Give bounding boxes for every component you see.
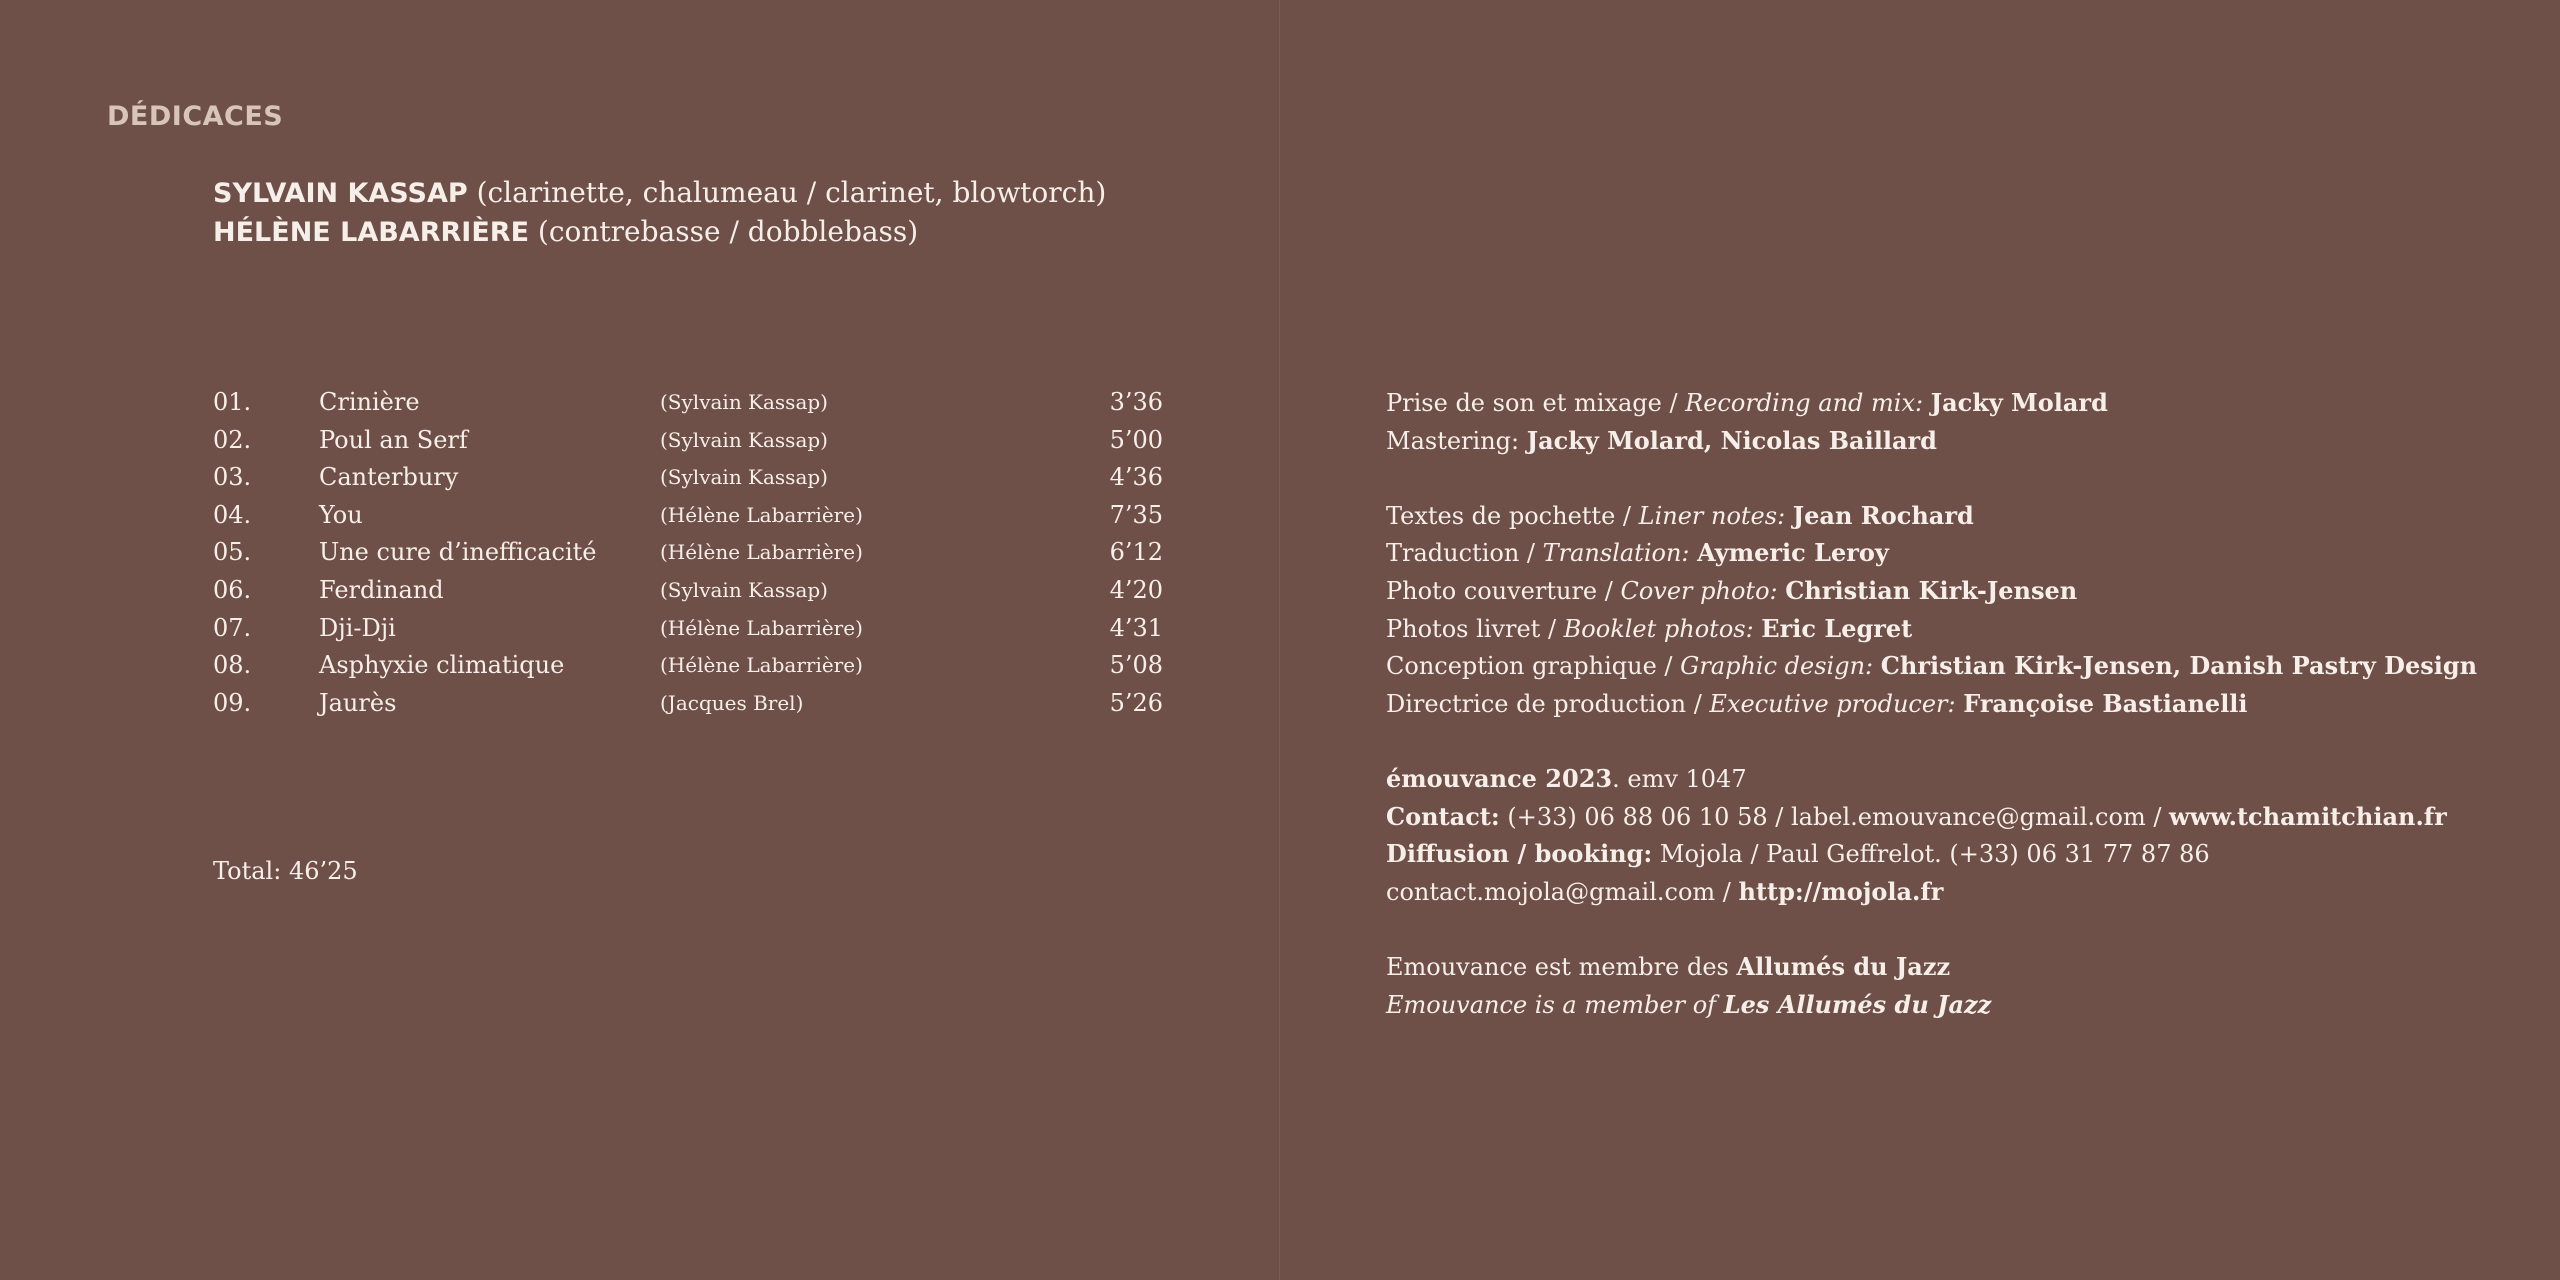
track-number: 04. [213, 500, 252, 529]
catalog-number: . emv 1047 [1612, 764, 1747, 793]
artist-name: SYLVAIN KASSAP [213, 178, 468, 209]
spacer [1386, 910, 2477, 948]
credit-label: Textes de pochette / [1386, 501, 1639, 530]
tracklist [213, 384, 1163, 722]
track-row [213, 422, 1163, 460]
diffusion-label: Diffusion / booking: [1386, 839, 1653, 869]
track-number: 03. [213, 463, 252, 492]
artist-line [213, 174, 1106, 213]
credit-label: Directrice de production / [1386, 689, 1710, 718]
artist-name: HÉLÈNE LABARRIÈRE [213, 217, 530, 248]
contact-details: (+33) 06 88 06 10 58 / label.emouvance@gmail.com / [1499, 802, 2170, 831]
mojola-line [1386, 873, 2477, 911]
artist-role: (clarinette, chalumeau / clarinet, blowtorch) [476, 176, 1107, 209]
membership-org: Les Allumés du Jazz [1723, 989, 1992, 1019]
track-title: Jaurès [319, 688, 397, 717]
credit-label-en: Cover photo: [1620, 576, 1786, 605]
track-row [213, 685, 1163, 723]
track-row [213, 534, 1163, 572]
credit-label: Prise de son et mixage / [1386, 389, 1686, 417]
track-title: Ferdinand [319, 575, 444, 604]
track-number: 08. [213, 651, 252, 680]
credit-translation [1386, 534, 2477, 572]
track-number: 05. [213, 538, 252, 567]
section-title: DÉDICACES [107, 101, 284, 132]
mojola-email: contact.mojola@gmail.com / [1386, 877, 1739, 906]
diffusion-line [1386, 835, 2477, 873]
credit-cover-photo [1386, 572, 2477, 610]
track-duration: 3’36 [1109, 388, 1163, 416]
credit-name: Christian Kirk-Jensen, Danish Pastry Design [1880, 651, 2478, 681]
track-title: Crinière [319, 388, 420, 416]
contact-label: Contact: [1386, 801, 1500, 831]
contact-website: www.tchamitchian.fr [2169, 801, 2447, 831]
credit-name: Aymeric Leroy [1697, 538, 1889, 568]
diffusion-details: Mojola / Paul Geffrelot. (+33) 06 31 77 87 86 [1652, 840, 2210, 869]
artist-list [213, 174, 1106, 252]
track-title: Dji-Dji [319, 613, 396, 642]
track-composer: (Sylvain Kassap) [660, 577, 828, 602]
track-duration: 4’20 [1109, 575, 1163, 604]
membership-en [1386, 986, 2477, 1024]
total-duration: Total: 46’25 [213, 857, 358, 885]
track-composer: (Sylvain Kassap) [660, 390, 828, 414]
track-title: Canterbury [319, 463, 459, 492]
artist-role: (contrebasse / dobblebass) [537, 215, 919, 248]
credit-name: Jacky Molard [1930, 388, 2108, 417]
track-number: 01. [213, 388, 252, 416]
track-composer: (Sylvain Kassap) [660, 427, 828, 452]
track-row [213, 384, 1163, 422]
track-composer: (Hélène Labarrière) [660, 502, 863, 527]
mojola-website: http://mojola.fr [1738, 876, 1944, 906]
credit-name: Jean Rochard [1792, 500, 1974, 530]
track-duration: 5’08 [1109, 651, 1163, 680]
track-title: Asphyxie climatique [319, 651, 565, 680]
track-composer: (Jacques Brel) [660, 690, 804, 715]
track-row [213, 459, 1163, 497]
credit-mastering [1386, 422, 2477, 460]
credit-name: Christian Kirk-Jensen [1785, 575, 2078, 605]
track-composer: (Hélène Labarrière) [660, 615, 863, 640]
credit-name: Jacky Molard, Nicolas Baillard [1526, 425, 1937, 455]
spacer [1386, 459, 2477, 497]
track-number: 06. [213, 575, 252, 604]
credit-name: Eric Legret [1761, 613, 1913, 643]
credit-booklet-photos [1386, 610, 2477, 648]
track-duration: 5’00 [1109, 425, 1163, 454]
track-duration: 5’26 [1109, 688, 1163, 717]
credit-label-en: Executive producer: [1709, 689, 1964, 718]
track-title: Une cure d’inefficacité [319, 538, 597, 567]
credit-label: Mastering: [1386, 426, 1527, 455]
credit-label: Conception graphique / [1386, 652, 1681, 681]
track-duration: 4’31 [1109, 613, 1163, 642]
credit-producer [1386, 685, 2477, 723]
track-number: 07. [213, 613, 252, 642]
credits-block [1386, 384, 2477, 1023]
artist-line [213, 213, 1106, 252]
label-year: émouvance 2023 [1386, 763, 1613, 793]
track-row [213, 572, 1163, 610]
credit-label: Photos livret / [1386, 614, 1564, 643]
track-row [213, 647, 1163, 685]
contact-line [1386, 798, 2477, 836]
credit-label-en: Booklet photos: [1563, 614, 1762, 643]
credit-liner-notes [1386, 497, 2477, 535]
membership-text: Emouvance is a member of [1386, 990, 1724, 1019]
track-title: Poul an Serf [319, 425, 468, 454]
credit-label-en: Graphic design: [1680, 652, 1881, 681]
track-duration: 7’35 [1109, 500, 1163, 529]
credit-label-en: Translation: [1542, 539, 1698, 568]
track-composer: (Sylvain Kassap) [660, 465, 828, 490]
credit-label: Photo couverture / [1386, 576, 1621, 605]
track-composer: (Hélène Labarrière) [660, 653, 863, 678]
track-number: 02. [213, 425, 252, 454]
credit-recording [1386, 384, 2477, 422]
credit-label: Traduction / [1386, 539, 1543, 568]
label-catalog-line [1386, 760, 2477, 798]
track-title: You [319, 500, 363, 529]
track-duration: 4’36 [1109, 463, 1163, 492]
track-composer: (Hélène Labarrière) [660, 540, 863, 565]
credit-label-en: Recording and mix: [1685, 389, 1931, 417]
membership-org: Allumés du Jazz [1736, 951, 1951, 981]
membership-text: Emouvance est membre des [1386, 952, 1737, 981]
track-row [213, 497, 1163, 535]
credit-label-en: Liner notes: [1638, 501, 1793, 530]
track-duration: 6’12 [1109, 538, 1163, 567]
page-fold-divider [1279, 0, 1280, 1280]
track-number: 09. [213, 688, 252, 717]
spacer [1386, 722, 2477, 760]
track-row [213, 610, 1163, 648]
membership-fr [1386, 948, 2477, 986]
credit-name: Françoise Bastianelli [1963, 688, 2248, 718]
credit-graphic-design [1386, 647, 2477, 685]
